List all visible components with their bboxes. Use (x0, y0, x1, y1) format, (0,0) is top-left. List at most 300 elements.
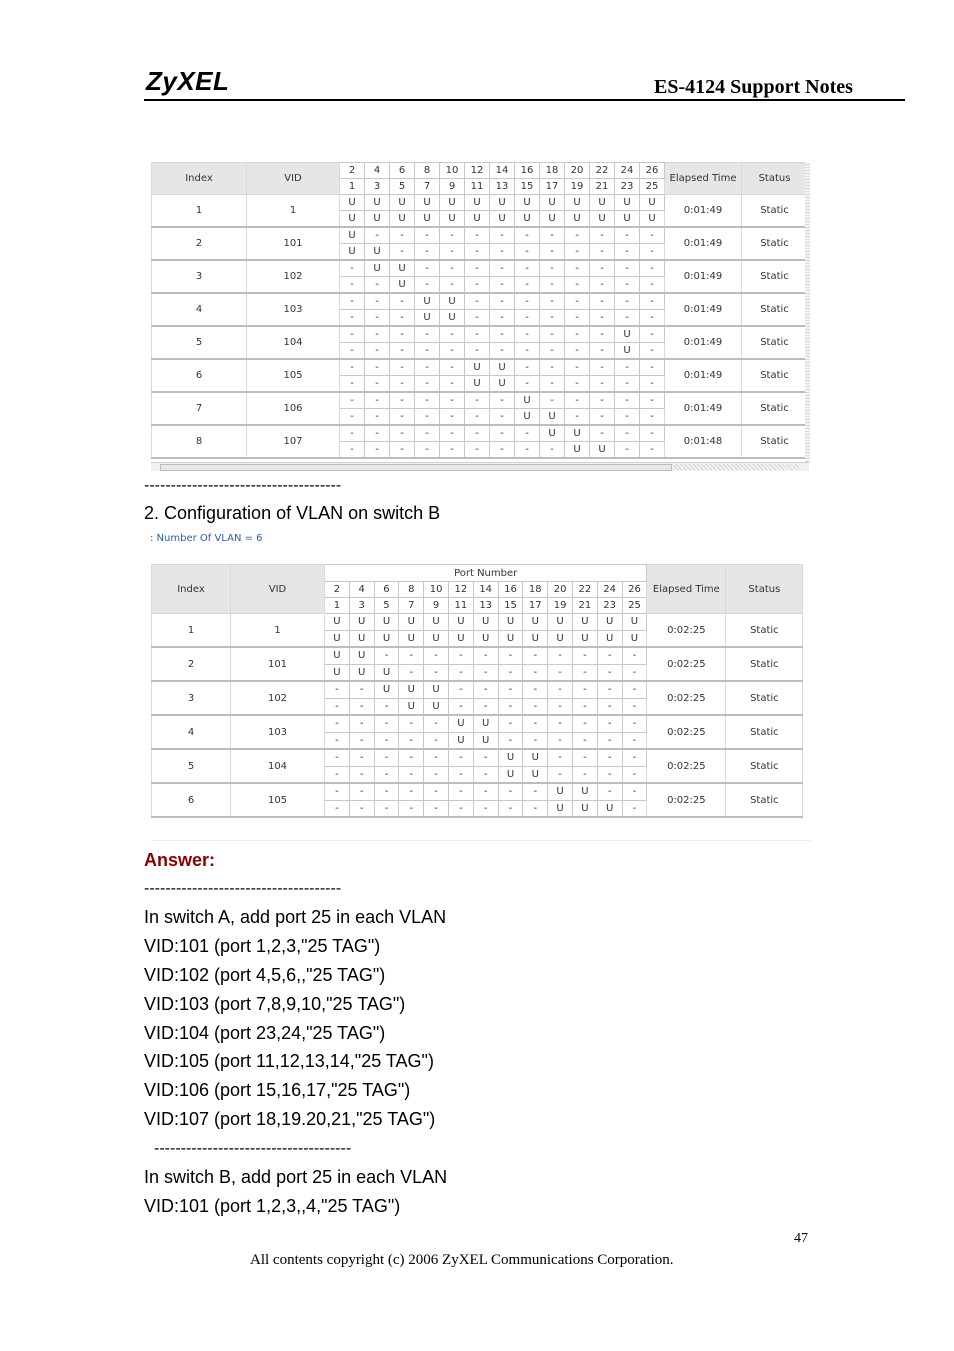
port-state: - (515, 442, 540, 459)
port-state: - (490, 277, 515, 294)
port-state: - (515, 425, 540, 442)
port-state: U (399, 698, 424, 715)
vlan-id: 102 (247, 260, 340, 293)
port-state: - (515, 277, 540, 294)
port-state: U (572, 614, 597, 631)
port-state: - (640, 359, 665, 376)
port-state: - (572, 715, 597, 732)
port-number: 4 (365, 163, 390, 179)
port-state: - (325, 766, 350, 783)
port-state: - (399, 766, 424, 783)
port-state: - (440, 244, 465, 261)
port-state: U (640, 195, 665, 211)
port-state: U (622, 614, 647, 631)
port-number: 6 (374, 582, 399, 598)
port-state: U (374, 664, 399, 681)
vlan-index: 4 (152, 293, 247, 326)
port-state: - (565, 326, 590, 343)
vlan-id: 101 (231, 647, 325, 681)
elapsed-time: 0:02:25 (647, 715, 726, 749)
port-state: - (340, 409, 365, 426)
port-state: U (415, 310, 440, 327)
port-number: 11 (465, 179, 490, 195)
port-state: - (349, 715, 374, 732)
vlan-status: Static (742, 227, 808, 260)
port-state: - (490, 310, 515, 327)
port-number: 4 (349, 582, 374, 598)
port-number: 18 (540, 163, 565, 179)
port-state: - (440, 277, 465, 294)
port-state: - (590, 227, 615, 244)
port-state: U (340, 244, 365, 261)
port-state: U (473, 715, 498, 732)
vlan-table (151, 162, 808, 459)
port-number: 7 (399, 598, 424, 614)
port-state: - (615, 277, 640, 294)
port-state: - (572, 664, 597, 681)
port-state: - (590, 392, 615, 409)
vlan-index: 6 (152, 359, 247, 392)
port-state: - (590, 425, 615, 442)
port-state: - (473, 749, 498, 766)
port-state: - (490, 293, 515, 310)
port-number: 21 (590, 179, 615, 195)
port-state: U (597, 630, 622, 647)
port-state: - (440, 442, 465, 459)
port-state: U (473, 630, 498, 647)
port-state: - (349, 800, 374, 817)
port-state: - (473, 664, 498, 681)
port-state: - (597, 749, 622, 766)
port-state: - (374, 783, 399, 800)
switch-a-line: VID:102 (port 4,5,6,,"25 TAG") (144, 965, 386, 985)
port-state: - (473, 681, 498, 698)
vlan-status: Static (726, 715, 803, 749)
port-state: - (540, 343, 565, 360)
port-state: U (640, 211, 665, 228)
port-state: - (465, 227, 490, 244)
port-state: - (523, 732, 548, 749)
port-state: - (540, 310, 565, 327)
port-state: U (548, 783, 573, 800)
port-state: U (399, 681, 424, 698)
port-state: - (548, 715, 573, 732)
port-state: - (515, 343, 540, 360)
port-state: - (390, 425, 415, 442)
port-state: U (440, 293, 465, 310)
port-state: - (465, 293, 490, 310)
port-state: - (590, 277, 615, 294)
port-state: - (374, 732, 399, 749)
vlan-status: Static (742, 260, 808, 293)
vlan-table-switch-b (151, 564, 803, 818)
port-number: 21 (572, 598, 597, 614)
port-number: 12 (465, 163, 490, 179)
port-state: U (340, 211, 365, 228)
port-state: U (440, 211, 465, 228)
port-state: - (590, 376, 615, 393)
vlan-id: 102 (231, 681, 325, 715)
port-state: - (515, 326, 540, 343)
port-state: - (424, 749, 449, 766)
port-state: - (622, 715, 647, 732)
switch-a-line: VID:106 (port 15,16,17,"25 TAG") (144, 1080, 411, 1100)
port-state: U (424, 698, 449, 715)
port-state: - (365, 442, 390, 459)
port-number: 6 (390, 163, 415, 179)
port-state: - (399, 715, 424, 732)
elapsed-time: 0:01:49 (665, 227, 742, 260)
port-state: U (565, 211, 590, 228)
port-state: - (448, 749, 473, 766)
port-state: U (448, 614, 473, 631)
port-state: - (365, 409, 390, 426)
port-state: - (490, 425, 515, 442)
vlan-id: 104 (247, 326, 340, 359)
port-state: - (325, 732, 350, 749)
elapsed-time: 0:02:25 (647, 749, 726, 783)
port-state: - (490, 227, 515, 244)
port-state: - (572, 766, 597, 783)
port-state: - (365, 227, 390, 244)
index-header: Index (152, 565, 231, 614)
port-state: - (415, 277, 440, 294)
port-state: - (515, 227, 540, 244)
port-state: - (590, 409, 615, 426)
port-state: U (415, 293, 440, 310)
port-state: - (622, 698, 647, 715)
vlan-index: 3 (152, 260, 247, 293)
port-number: 22 (572, 582, 597, 598)
port-state: - (374, 647, 399, 664)
port-state: - (622, 783, 647, 800)
port-state: - (615, 376, 640, 393)
port-number: 18 (523, 582, 548, 598)
port-state: - (374, 800, 399, 817)
port-state: - (615, 442, 640, 459)
port-state: U (523, 630, 548, 647)
port-state: - (540, 244, 565, 261)
port-state: U (572, 800, 597, 817)
port-state: - (498, 698, 523, 715)
scrollbar-thumb[interactable] (160, 464, 672, 471)
port-state: U (540, 425, 565, 442)
port-state: - (590, 260, 615, 277)
port-state: - (597, 647, 622, 664)
port-state: U (622, 630, 647, 647)
vlan-index: 5 (152, 749, 231, 783)
port-state: U (365, 260, 390, 277)
port-state: U (597, 800, 622, 817)
port-number: 15 (498, 598, 523, 614)
port-state: U (365, 195, 390, 211)
port-state: U (325, 664, 350, 681)
vlan-status: Static (742, 195, 808, 228)
port-state: - (415, 244, 440, 261)
port-state: - (615, 310, 640, 327)
port-state: - (340, 359, 365, 376)
port-state: - (565, 343, 590, 360)
port-state: U (515, 195, 540, 211)
port-state: - (390, 376, 415, 393)
port-state: - (365, 293, 390, 310)
port-state: - (365, 326, 390, 343)
vlan-table-switch-a (151, 162, 808, 459)
port-number: 25 (622, 598, 647, 614)
vlan-index: 2 (152, 227, 247, 260)
port-number: 8 (415, 163, 440, 179)
port-state: - (597, 783, 622, 800)
port-state: - (565, 227, 590, 244)
elapsed-time: 0:02:25 (647, 647, 726, 681)
port-number: 13 (473, 598, 498, 614)
elapsed-time: 0:02:25 (647, 614, 726, 648)
port-state: - (465, 425, 490, 442)
port-state: - (622, 681, 647, 698)
port-state: U (365, 211, 390, 228)
port-state: U (340, 227, 365, 244)
port-state: U (374, 630, 399, 647)
vid-header: VID (247, 163, 340, 195)
elapsed-time: 0:01:49 (665, 392, 742, 425)
port-state: - (365, 425, 390, 442)
port-state: - (415, 442, 440, 459)
port-state: - (415, 343, 440, 360)
vlan-index: 1 (152, 195, 247, 228)
separator: ------------------------------------- (154, 1140, 352, 1157)
port-state: - (565, 244, 590, 261)
port-state: - (473, 698, 498, 715)
zyxel-logo: ZyXEL (146, 66, 230, 96)
port-state: U (590, 195, 615, 211)
elapsed-time: 0:01:49 (665, 260, 742, 293)
port-state: U (572, 630, 597, 647)
port-number: 5 (374, 598, 399, 614)
port-state: - (365, 359, 390, 376)
vlan-status: Static (742, 293, 808, 326)
port-state: - (465, 277, 490, 294)
port-state: U (540, 409, 565, 426)
scrollbar-track (673, 464, 799, 470)
port-state: U (565, 425, 590, 442)
port-state: - (440, 359, 465, 376)
port-state: - (615, 227, 640, 244)
port-state: - (390, 293, 415, 310)
port-state: - (424, 766, 449, 783)
port-number: 16 (498, 582, 523, 598)
port-state: - (640, 442, 665, 459)
port-state: - (424, 647, 449, 664)
port-state: - (565, 293, 590, 310)
elapsed-time: 0:01:49 (665, 195, 742, 228)
port-state: - (349, 732, 374, 749)
vlan-id: 103 (231, 715, 325, 749)
port-state: - (548, 664, 573, 681)
port-state: - (390, 227, 415, 244)
port-state: - (490, 442, 515, 459)
port-state: U (490, 376, 515, 393)
port-number: 1 (325, 598, 350, 614)
vertical-scrollbar[interactable] (805, 162, 810, 462)
port-state: - (490, 343, 515, 360)
vlan-index: 6 (152, 783, 231, 817)
port-number: 3 (349, 598, 374, 614)
port-state: U (465, 359, 490, 376)
port-state: - (640, 293, 665, 310)
port-state: - (349, 681, 374, 698)
port-state: - (448, 766, 473, 783)
port-state: U (615, 195, 640, 211)
port-number: 10 (424, 582, 449, 598)
port-state: - (399, 749, 424, 766)
switch-b-heading: In switch B, add port 25 in each VLAN (144, 1167, 448, 1187)
port-state: U (465, 376, 490, 393)
divider (151, 840, 811, 841)
port-state: - (640, 260, 665, 277)
port-state: U (498, 749, 523, 766)
port-state: - (490, 409, 515, 426)
port-state: U (325, 630, 350, 647)
port-state: - (523, 681, 548, 698)
port-state: U (490, 211, 515, 228)
vlan-status: Static (726, 783, 803, 817)
port-number: 7 (415, 179, 440, 195)
port-number: 10 (440, 163, 465, 179)
port-state: U (365, 244, 390, 261)
port-state: U (390, 211, 415, 228)
port-state: U (473, 614, 498, 631)
port-state: - (424, 715, 449, 732)
port-state: - (490, 244, 515, 261)
elapsed-time: 0:01:48 (665, 425, 742, 458)
port-state: - (540, 326, 565, 343)
port-state: - (540, 293, 565, 310)
port-state: U (498, 614, 523, 631)
port-state: - (572, 698, 597, 715)
port-state: - (340, 343, 365, 360)
port-state: - (565, 277, 590, 294)
port-state: - (365, 376, 390, 393)
port-state: U (448, 715, 473, 732)
port-number: 2 (325, 582, 350, 598)
port-state: - (572, 732, 597, 749)
port-state: - (340, 376, 365, 393)
vlan-index: 8 (152, 425, 247, 458)
port-state: - (340, 442, 365, 459)
horizontal-scrollbar[interactable] (151, 462, 809, 471)
vlan-id: 103 (247, 293, 340, 326)
port-state: - (365, 310, 390, 327)
port-state: - (325, 698, 350, 715)
port-state: - (640, 227, 665, 244)
port-state: - (465, 442, 490, 459)
port-state: - (640, 343, 665, 360)
port-state: - (340, 260, 365, 277)
vlan-status: Static (742, 326, 808, 359)
port-state: - (498, 783, 523, 800)
port-state: - (390, 326, 415, 343)
vlan-id: 1 (247, 195, 340, 228)
port-state: - (498, 715, 523, 732)
port-state: - (390, 244, 415, 261)
vlan-id: 107 (247, 425, 340, 458)
port-state: - (415, 227, 440, 244)
port-state: U (325, 647, 350, 664)
port-state: - (622, 800, 647, 817)
vlan-status: Static (742, 425, 808, 458)
vlan-count: : Number Of VLAN = 6 (150, 533, 263, 544)
port-state: - (448, 647, 473, 664)
port-state: - (540, 442, 565, 459)
port-number: 14 (473, 582, 498, 598)
port-state: - (465, 409, 490, 426)
port-state: - (448, 664, 473, 681)
port-state: - (523, 647, 548, 664)
port-state: - (390, 359, 415, 376)
port-state: - (399, 783, 424, 800)
port-state: U (340, 195, 365, 211)
port-state: - (515, 376, 540, 393)
port-number: 12 (448, 582, 473, 598)
port-state: - (590, 244, 615, 261)
port-state: U (415, 211, 440, 228)
vid-header: VID (231, 565, 325, 614)
switch-a-line: VID:107 (port 18,19.20,21,"25 TAG") (144, 1109, 436, 1129)
port-state: - (565, 310, 590, 327)
port-state: U (523, 614, 548, 631)
port-state: - (565, 409, 590, 426)
port-state: - (565, 376, 590, 393)
port-state: U (349, 614, 374, 631)
port-state: - (622, 732, 647, 749)
port-state: - (424, 783, 449, 800)
switch-a-line: VID:104 (port 23,24,"25 TAG") (144, 1023, 386, 1043)
port-state: U (424, 614, 449, 631)
elapsed-time-header: Elapsed Time (665, 163, 742, 195)
port-state: U (615, 211, 640, 228)
port-state: - (340, 326, 365, 343)
port-state: - (565, 260, 590, 277)
port-state: - (615, 359, 640, 376)
port-state: - (415, 392, 440, 409)
port-state: U (390, 195, 415, 211)
vlan-id: 101 (247, 227, 340, 260)
separator: ------------------------------------- (144, 880, 342, 897)
port-state: - (640, 326, 665, 343)
port-state: - (523, 715, 548, 732)
port-state: - (349, 766, 374, 783)
port-state: - (640, 392, 665, 409)
port-state: - (597, 715, 622, 732)
port-number: 15 (515, 179, 540, 195)
port-state: - (340, 425, 365, 442)
port-state: - (640, 425, 665, 442)
port-number: 25 (640, 179, 665, 195)
port-number: 22 (590, 163, 615, 179)
port-state: U (399, 630, 424, 647)
header-rule (144, 99, 905, 101)
port-state: U (498, 630, 523, 647)
vlan-index: 1 (152, 614, 231, 648)
vlan-status: Static (742, 359, 808, 392)
port-state: - (590, 326, 615, 343)
port-number: 24 (597, 582, 622, 598)
port-state: - (540, 392, 565, 409)
port-state: - (590, 343, 615, 360)
port-state: - (374, 766, 399, 783)
port-state: - (515, 359, 540, 376)
port-state: U (523, 749, 548, 766)
